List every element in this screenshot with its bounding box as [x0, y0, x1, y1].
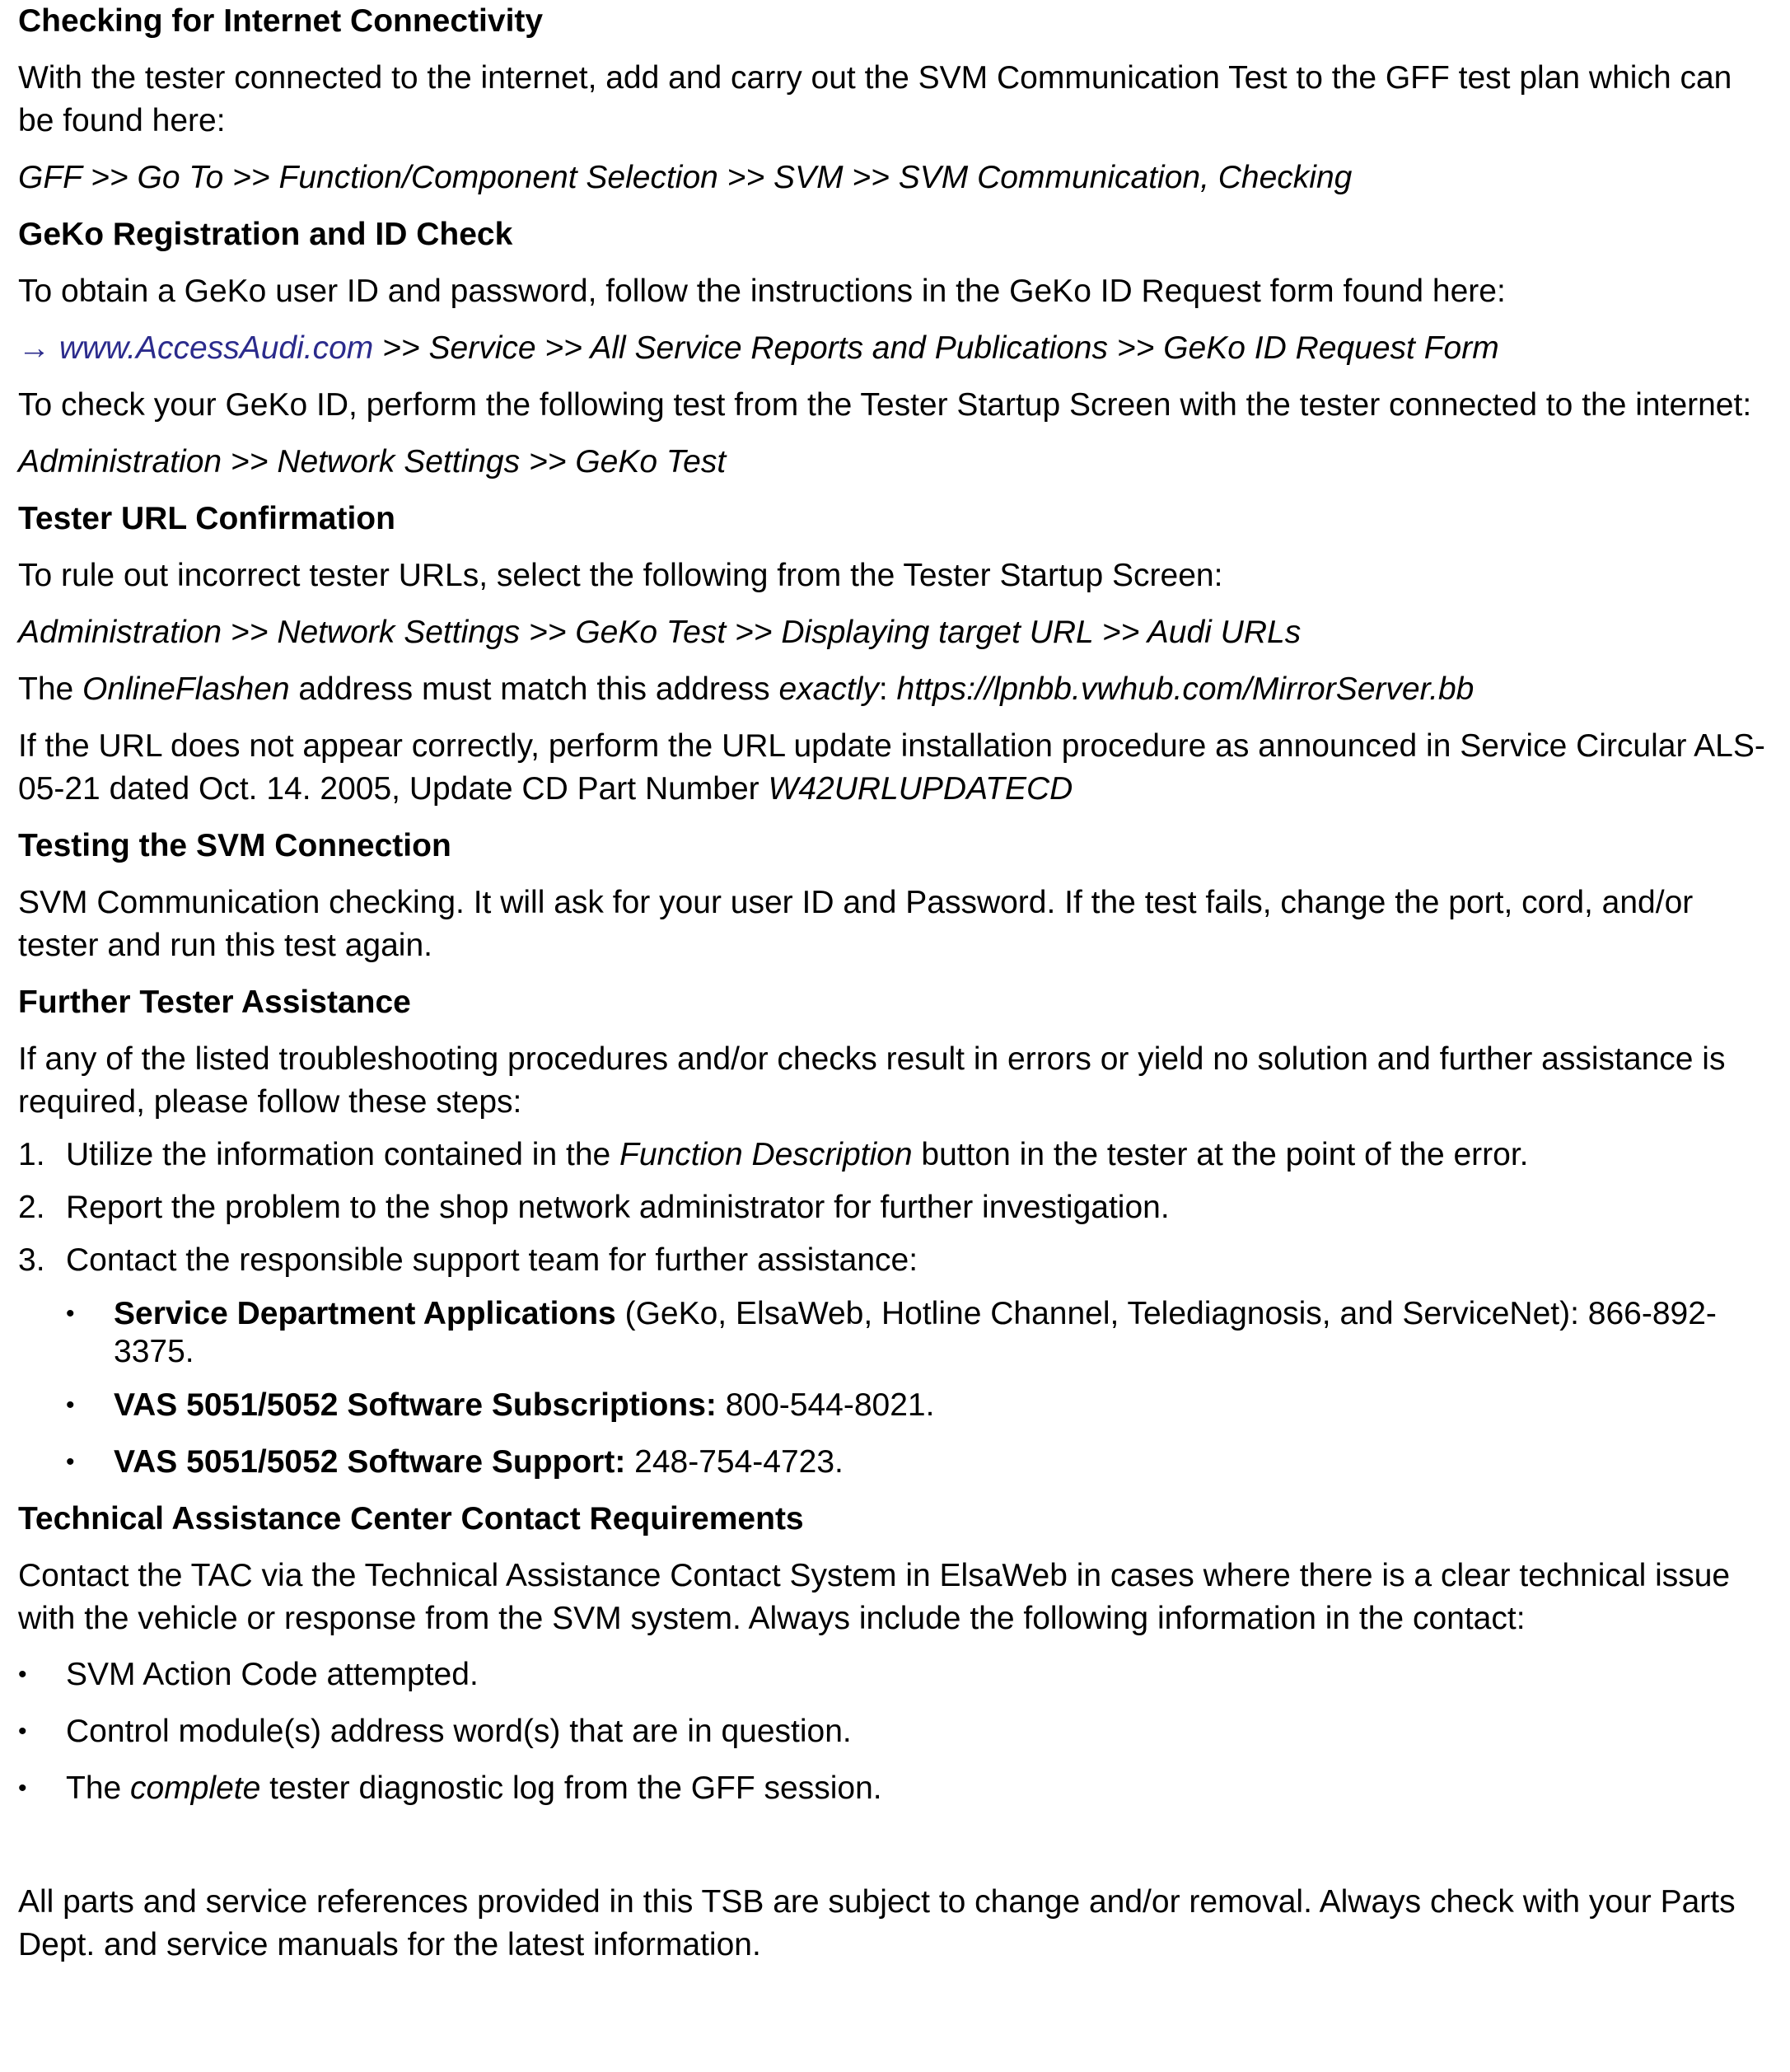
bullet-icon: •	[18, 1661, 27, 1688]
contact-text: 800-544-8021.	[716, 1387, 935, 1423]
list-item	[18, 1710, 1769, 1753]
contact-label: VAS 5051/5052 Software Subscriptions:	[114, 1387, 717, 1423]
onlineflashen-term: OnlineFlashen	[82, 671, 290, 707]
bullet-icon: •	[66, 1448, 75, 1476]
paragraph-svm-connection: SVM Communication checking. It will ask for your user ID and Password. If the test fails, change the port, cord, and/or tester and run this test again.	[18, 885, 1694, 963]
heading-svm-connection: Testing the SVM Connection	[18, 828, 451, 863]
address-colon: :	[878, 671, 897, 707]
list-item	[18, 1767, 1769, 1810]
heading-geko-registration: GeKo Registration and ID Check	[18, 217, 513, 252]
geko-form-path	[18, 327, 1769, 370]
requirement-text: The	[66, 1770, 131, 1806]
step-text: Report the problem to the shop network administrator for further investigation.	[66, 1190, 1170, 1225]
geko-form-path-text: >> Service >> All Service Reports and Publications >> GeKo ID Request Form	[373, 330, 1499, 366]
paragraph-url-rule-out: To rule out incorrect tester URLs, select the following from the Tester Startup Screen:	[18, 558, 1223, 593]
heading-internet-connectivity: Checking for Internet Connectivity	[18, 3, 544, 39]
bullet-icon: •	[66, 1391, 75, 1419]
contact-label: VAS 5051/5052 Software Support:	[114, 1444, 626, 1480]
step-number: 2.	[18, 1190, 45, 1225]
paragraph-geko-request: To obtain a GeKo user ID and password, follow the instructions in the GeKo ID Request form found here:	[18, 274, 1506, 309]
mirror-server-url: https://lpnbb.vwhub.com/MirrorServer.bb	[896, 671, 1475, 707]
paragraph-internet: With the tester connected to the internet, add and carry out the SVM Communication Test to the GFF test plan which can be found here:	[18, 60, 1732, 138]
footer-disclaimer: All parts and service references provided in this TSB are subject to change and/or removal. Always check with your Parts Dept. and service manuals for the latest information.	[18, 1884, 1736, 1962]
list-item	[18, 1653, 1769, 1696]
list-item	[66, 1384, 1769, 1427]
heading-tac-requirements: Technical Assistance Center Contact Requirements	[18, 1501, 804, 1536]
accessaudi-link[interactable]: → www.AccessAudi.com	[18, 330, 374, 366]
address-text-mid: address must match this address	[289, 671, 779, 707]
contact-text: 248-754-4723.	[625, 1444, 844, 1480]
requirement-text: Control module(s) address word(s) that are in question.	[66, 1714, 852, 1749]
list-item	[18, 1134, 1769, 1176]
step-number: 1.	[18, 1137, 45, 1172]
path-geko-test: Administration >> Network Settings >> GeKo Test	[18, 444, 727, 479]
step-number: 3.	[18, 1242, 45, 1278]
requirement-text-post: tester diagnostic log from the GFF session.	[260, 1770, 882, 1806]
bullet-icon: •	[18, 1718, 27, 1745]
step-text-post: button in the tester at the point of the error.	[912, 1137, 1529, 1172]
complete-term: complete	[130, 1770, 261, 1806]
url-update-text: If the URL does not appear correctly, perform the URL update installation procedure as announced in Service Circular ALS-05-21 dated Oct. 14. 2005, Update CD Part Number	[18, 728, 1765, 807]
document-page	[18, 0, 1769, 1967]
contact-label: Service Department Applications	[114, 1296, 616, 1331]
assistance-steps-list	[18, 1134, 1769, 1282]
exactly-term: exactly	[778, 671, 879, 707]
paragraph-assistance: If any of the listed troubleshooting procedures and/or checks result in errors or yield no solution and further assistance is required, please follow these steps:	[18, 1041, 1726, 1120]
requirement-text: SVM Action Code attempted.	[66, 1657, 479, 1692]
list-item	[66, 1295, 1769, 1371]
part-number: W42URLUPDATECD	[768, 771, 1073, 807]
bullet-icon: •	[66, 1300, 75, 1327]
support-contacts-list	[66, 1295, 1769, 1484]
paragraph-url-update	[18, 725, 1769, 811]
paragraph-tac: Contact the TAC via the Technical Assistance Contact System in ElsaWeb in cases where there is a clear technical issue with the vehicle or response from the SVM system. Always include the following information in the contact:	[18, 1558, 1731, 1636]
path-svm-communication: GFF >> Go To >> Function/Component Selection >> SVM >> SVM Communication, Checking	[18, 160, 1353, 195]
step-text: Contact the responsible support team for further assistance:	[66, 1242, 918, 1278]
heading-tester-url: Tester URL Confirmation	[18, 501, 395, 536]
tac-requirements-list	[18, 1653, 1769, 1810]
list-item	[66, 1441, 1769, 1484]
address-text-pre: The	[18, 671, 83, 707]
step-text: Utilize the information contained in the	[66, 1137, 620, 1172]
function-description-term: Function Description	[619, 1137, 913, 1172]
heading-further-assistance: Further Tester Assistance	[18, 985, 411, 1020]
path-audi-urls: Administration >> Network Settings >> GeKo Test >> Displaying target URL >> Audi URLs	[18, 615, 1302, 650]
list-item	[18, 1186, 1769, 1229]
paragraph-url-address	[18, 668, 1769, 711]
contact-text: (GeKo, ElsaWeb, Hotline Channel, Telediagnosis, and ServiceNet): 866-892-3375.	[114, 1296, 1717, 1369]
list-item	[18, 1239, 1769, 1282]
bullet-icon: •	[18, 1775, 27, 1802]
paragraph-geko-check: To check your GeKo ID, perform the following test from the Tester Startup Screen with the tester connected to the internet:	[18, 387, 1752, 423]
